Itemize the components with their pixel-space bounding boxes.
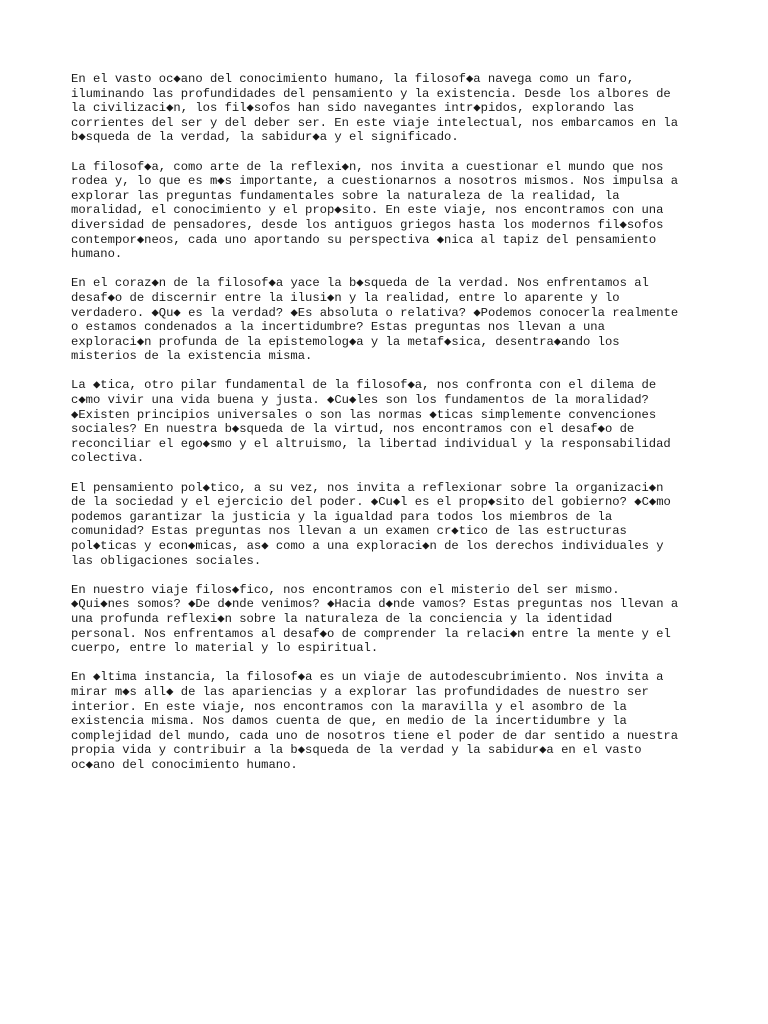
paragraph-6: En nuestro viaje filos◆fico, nos encontramos con el misterio del ser mismo. ◆Qui◆nes somos? ◆De d◆nde venimos? ◆Hacia d◆nde vamos? Estas preguntas nos llevan a una profunda reflexi◆n sobre la naturaleza de la conciencia y la identidad personal. Nos enfrentamos al desaf◆o de comprender la relaci◆n entre la mente y el cuerpo, entre lo material y lo espiritual. bbox=[71, 582, 679, 656]
paragraph-1: En el vasto oc◆ano del conocimiento humano, la filosof◆a navega como un faro, iluminando las profundidades del pensamiento y la existencia. Desde los albores de la civilizaci◆n, los fil◆sofos han sido navegantes intr◆pidos, explorando las corrientes del ser y del deber ser. En este viaje intelectual, nos embarcamos en la b◆squeda de la verdad, la sabidur◆a y el significado. bbox=[71, 72, 679, 145]
paragraph-3: En el coraz◆n de la filosof◆a yace la b◆squeda de la verdad. Nos enfrentamos al desaf◆o de discernir entre la ilusi◆n y la realidad, entre lo aparente y lo verdadero. ◆Qu◆ es la verdad? ◆Es absoluta o relativa? ◆Podemos conocerla realmente o estamos condenados a la incertidumbre? Estas preguntas nos llevan a una exploraci◆n profunda de la epistemolog◆a y la metaf◆sica, desentra◆ando los misterios de la existencia misma. bbox=[71, 276, 679, 364]
paragraph-5: El pensamiento pol◆tico, a su vez, nos invita a reflexionar sobre la organizaci◆n de la sociedad y el ejercicio del poder. ◆Cu◆l es el prop◆sito del gobierno? ◆C◆mo podemos garantizar la justicia y la igualdad para todos los miembros de la comunidad? Estas preguntas nos llevan a un examen cr◆tico de las estructuras pol◆ticas y econ◆micas, as◆ como a una exploraci◆n de los derechos individuales y las obligaciones sociales. bbox=[71, 480, 671, 568]
paragraph-4: La ◆tica, otro pilar fundamental de la filosof◆a, nos confronta con el dilema de c◆mo vivir una vida buena y justa. ◆Cu◆les son los fundamentos de la moralidad? ◆Existen principios universales o son las normas ◆ticas simplemente convenciones sociales? En nuestra b◆squeda de la virtud, nos encontramos con el desaf◆o de reconciliar el ego◆smo y el altruismo, la libertad individual y la responsabilidad colectiva. bbox=[71, 378, 671, 466]
document-page bbox=[71, 72, 703, 787]
paragraph-2: La filosof◆a, como arte de la reflexi◆n, nos invita a cuestionar el mundo que nos rodea y, lo que es m◆s importante, a cuestionarnos a nosotros mismos. Nos impulsa a explorar las preguntas fundamentales sobre la naturaleza de la realidad, la moralidad, el conocimiento y el prop◆sito. En este viaje, nos encontramos con una diversidad de pensadores, desde los antiguos griegos hasta los modernos fil◆sofos contempor◆neos, cada uno aportando su perspectiva ◆nica al tapiz del pensamiento humano. bbox=[71, 159, 679, 262]
paragraph-7: En ◆ltima instancia, la filosof◆a es un viaje de autodescubrimiento. Nos invita a mirar m◆s all◆ de las apariencias y a explorar las profundidades de nuestro ser interior. En este viaje, nos encontramos con la maravilla y el asombro de la existencia misma. Nos damos cuenta de que, en medio de la incertidumbre y la complejidad del mundo, cada uno de nosotros tiene el poder de dar sentido a nuestra propia vida y contribuir a la b◆squeda de la verdad y la sabidur◆a en el vasto oc◆ano del conocimiento humano. bbox=[71, 670, 679, 772]
